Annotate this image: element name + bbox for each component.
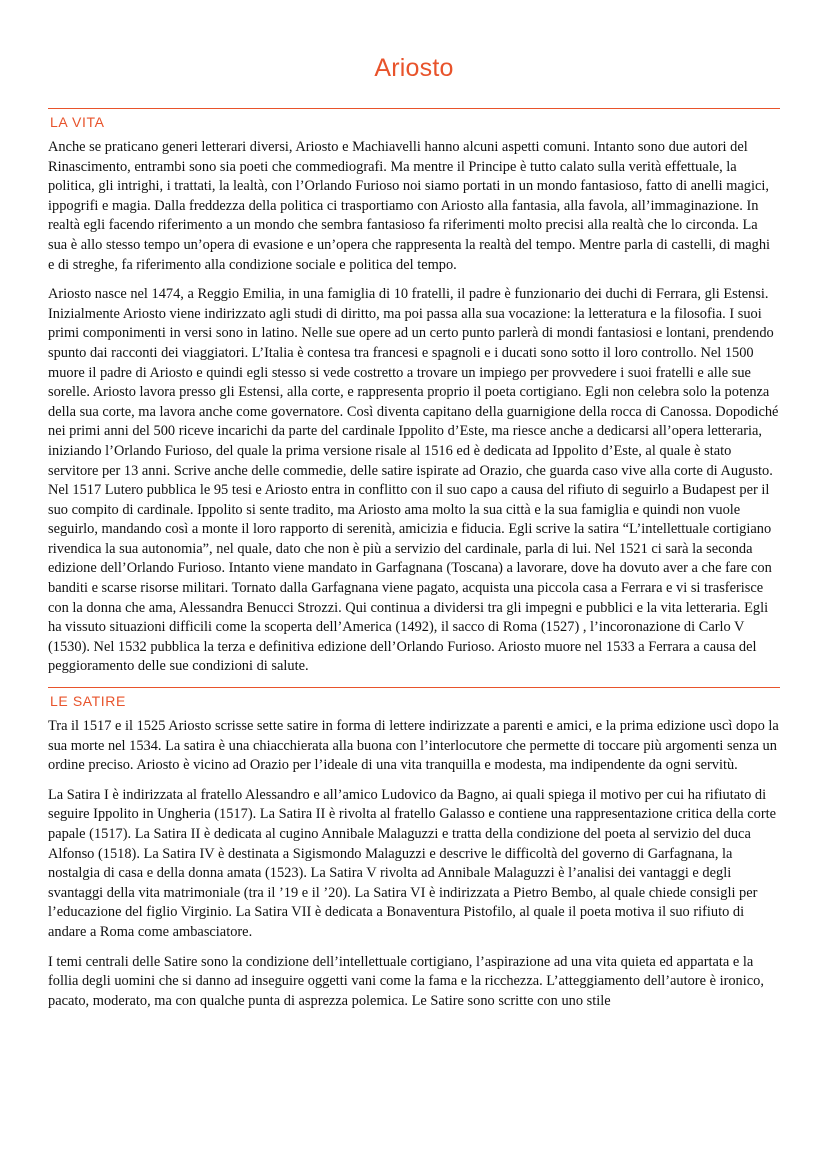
section-divider xyxy=(48,687,780,688)
paragraph: I temi centrali delle Satire sono la condizione dell’intellettuale cortigiano, l’aspirazione ad una vita quieta ed appartata e la follia degli uomini che si danno ad inseguire oggetti vani come la fama e la ricchezza. L’atteggiamento dell’autore è ironico, pacato, moderato, ma con qualche punta di asprezza polemica. Le Satire sono scritte con uno stile xyxy=(48,953,764,1009)
paragraph: Anche se praticano generi letterari diversi, Ariosto e Machiavelli hanno alcuni aspetti comuni. Intanto sono due autori del Rinascimento, entrambi sono sia poeti che commediografi. Ma mentre il Principe è tutto calato sulla verità effettuale, la politica, gli intrighi, i trattati, la lealtà, con l’Orlando Furioso noi siamo portati in un mondo fantasioso, fatto di anelli magici, ippogrifi e magia. Dalla freddezza della politica ci trasportiamo con Ariosto alla fantasia, alla favola, all’immaginazione. In realtà egli facendo riferimento a un mondo che sembra fantasioso fa riferimenti molto precisi alla realtà che lo circonda. La sua è allo stesso tempo un’opera di evasione e un’opera che rappresenta la realtà del tempo. Mentre parla di castelli, di maghi e di streghe, fa riferimento alla condizione sociale e politica del tempo. xyxy=(48,139,771,273)
page-title: Ariosto xyxy=(374,54,454,82)
section-heading-le-satire: LE SATIRE xyxy=(50,693,126,710)
section-divider xyxy=(48,108,780,109)
section-heading-la-vita: LA VITA xyxy=(50,114,105,130)
paragraph: Tra il 1517 e il 1525 Ariosto scrisse sette satire in forma di lettere indirizzate a parenti e amici, e la prima edizione uscì dopo la sua morte nel 1534. La satira è una chiacchierata alla buona con l’interlocutore che permette di toccare più argomenti senza un ordine preciso. Ariosto è vicino ad Orazio per l’ideale di una vita tranquilla e modesta, ma indipendente da ogni servitù. xyxy=(48,718,779,774)
paragraph: La Satira I è indirizzata al fratello Alessandro e all’amico Ludovico da Bagno, ai quali spiega il motivo per cui ha rifiutato di seguire Ippolito in Ungheria (1517). La Satira II è rivolta al fratello Galasso e contiene una rappresentazione critica della corte papale (1517). La Satira II è dedicata al cugino Annibale Malaguzzi e tratta della condizione del poeta al servizio del duca Alfonso (1518). La Satira IV è destinata a Sigismondo Malaguzzi e descrive le difficoltà del governo di Garfagnana, la nostalgia di casa e della donna amata (1523). La Satira V rivolta ad Annibale Malaguzzi è l’analisi dei vantaggi e degli svantaggi della vita matrimoniale (tra il ’19 e il ’20). La Satira VI è indirizzata a Pietro Bembo, al quale chiede consigli per l’educazione del figlio Virginio. La Satira VII è dedicata a Bonaventura Pistofilo, al quale il poeta motiva il suo rifiuto di andare a Roma come ambasciatore. xyxy=(48,786,777,940)
paragraph: Ariosto nasce nel 1474, a Reggio Emilia, in una famiglia di 10 fratelli, il padre è funzionario dei duchi di Ferrara, gli Estensi. Inizialmente Ariosto viene indirizzato agli studi di diritto, ma poi passa alla sua vocazione: la letteratura e la filosofia. I suoi primi componimenti in versi sono in latino. Nelle sue opere ad un certo punto parlerà di mondi fantasiosi e lontani, prendendo spunto dai racconti dei viaggiatori. L’Italia è contesa tra francesi e spagnoli e i ducati sono sotto il loro controllo. Nel 1500 muore il padre di Ariosto e quindi egli stesso si vede costretto a trovare un impiego per provvedere i suoi fratelli e alle sue sorelle. Ariosto lavora presso gli Estensi, alla corte, e rappresenta proprio il poeta cortigiano. Egli non celebra solo la potenza della sua corte, ma lavora anche come governatore. Così diventa capitano della guarnigione della rocca di Canossa. Dopodiché nei primi anni del 500 riceve incarichi da parte del cardinale Ippolito d’Este, ma riesce anche a dedicarsi all’opera letteraria, iniziando l’Orlando Furioso, del quale la prima versione risale al 1516 ed è dedicata ad Ippolito d’Este, al quale è stato servitore per 13 anni. Scrive anche delle commedie, delle satire ispirate ad Orazio, che guarda caso vive alla corte di Augusto. Nel 1517 Lutero pubblica le 95 tesi e Ariosto entra in conflitto con il suo capo a causa del rifiuto di seguirlo a Budapest per il suo compito di cardinale. Ippolito si sente tradito, ma Ariosto ama molto la sua città e la sua famiglia e quindi non vuole seguirlo, mandando così a monte il loro rapporto di serenità, amicizia e fiducia. Egli scrive la satira “L’intellettuale cortigiano rivendica la sua autonomia”, nel quale, dato che non è più a servizio del cardinale, parla di lui. Nel 1521 ci sarà la seconda edizione dell’Orlando Furioso. Intanto viene mandato in Garfagnana (Toscana) a lavorare, dove ha dovuto aver a che fare con banditi e scarse risorse militari. Tornato dalla Garfagnana viene pagato, acquista una piccola casa a Ferrara e vi si trasferisce con la donna che ama, Alessandra Benucci Strozzi. Qui continua a dividersi tra gli impegni e pubblici e la vita letteraria. Egli ha vissuto situazioni difficili come la scoperta dell’America (1492), il sacco di Roma (1527) , l’incoronazione di Carlo V (1530). Nel 1532 pubblica la terza e definitiva edizione dell’Orlando Furioso. Ariosto muore nel 1533 a Ferrara a causa del peggioramento delle sue condizioni di salute. xyxy=(48,286,779,675)
